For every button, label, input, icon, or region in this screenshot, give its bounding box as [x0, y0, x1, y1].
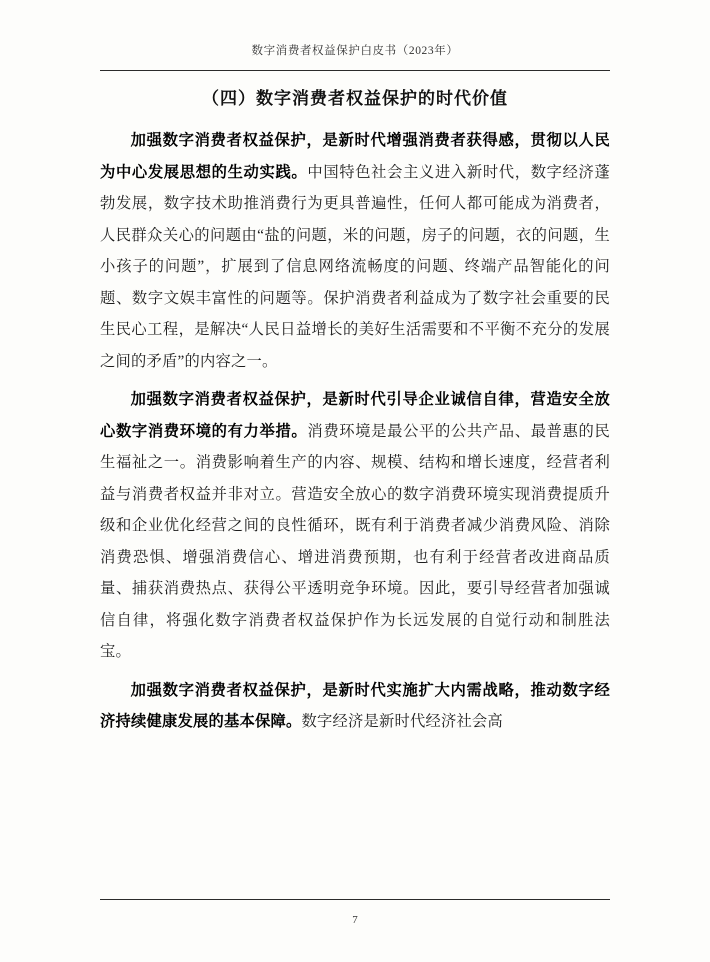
paragraph-1-lead: 加强数字消费者权益保护，是新时代增强消费者获得感，贯彻以人民为中心发展思想的生动实践。 [100, 132, 610, 181]
paragraph-1 [100, 125, 610, 377]
paragraph-2-lead: 加强数字消费者权益保护，是新时代引导企业诚信自律，营造安全放心数字消费环境的有力举措。 [100, 391, 610, 440]
running-head: 数字消费者权益保护白皮书（2023年） [251, 45, 459, 57]
page-header [0, 0, 710, 74]
paragraph-2 [100, 384, 610, 668]
page-content [100, 84, 610, 739]
header-divider [100, 70, 610, 71]
page-number: 7 [352, 914, 358, 926]
paragraph-2-body: 消费环境是最公平的公共产品、最普惠的民生福祉之一。消费影响着生产的内容、规模、结构和增长速度，经营者利益与消费者权益并非对立。营造安全放心的数字消费环境实现消费提质升级和企业优化经营之间的良性循环，既有利于消费者减少消费风险、消除消费恐惧、增强消费信心、增进消费预期，也有利于经营者改进商品质量、捕获消费热点、获得公平透明竞争环境。因此，要引导经营者加强诚信自律，将强化数字消费者权益保护作为长远发展的自觉行动和制胜法宝。 [100, 422, 610, 660]
paragraph-3 [100, 675, 610, 738]
footer-divider [100, 899, 610, 900]
paragraph-3-lead: 加强数字消费者权益保护，是新时代实施扩大内需战略，推动数字经济持续健康发展的基本保障。 [100, 681, 610, 730]
section-title: （四）数字消费者权益保护的时代价值 [202, 89, 508, 108]
paragraph-1-body: 中国特色社会主义进入新时代，数字经济蓬勃发展，数字技术助推消费行为更具普遍性，任何人都可能成为消费者，人民群众关心的问题由“盐的问题，米的问题，房子的问题，衣的问题，生小孩子的问题”，扩展到了信息网络流畅度的问题、终端产品智能化的问题、数字文娱丰富性的问题等。保护消费者利益成为了数字社会重要的民生民心工程，是解决“人民日益增长的美好生活需要和不平衡不充分的发展之间的矛盾”的内容之一。 [100, 163, 610, 370]
paragraph-3-body: 数字经济是新时代经济社会高 [301, 713, 503, 730]
